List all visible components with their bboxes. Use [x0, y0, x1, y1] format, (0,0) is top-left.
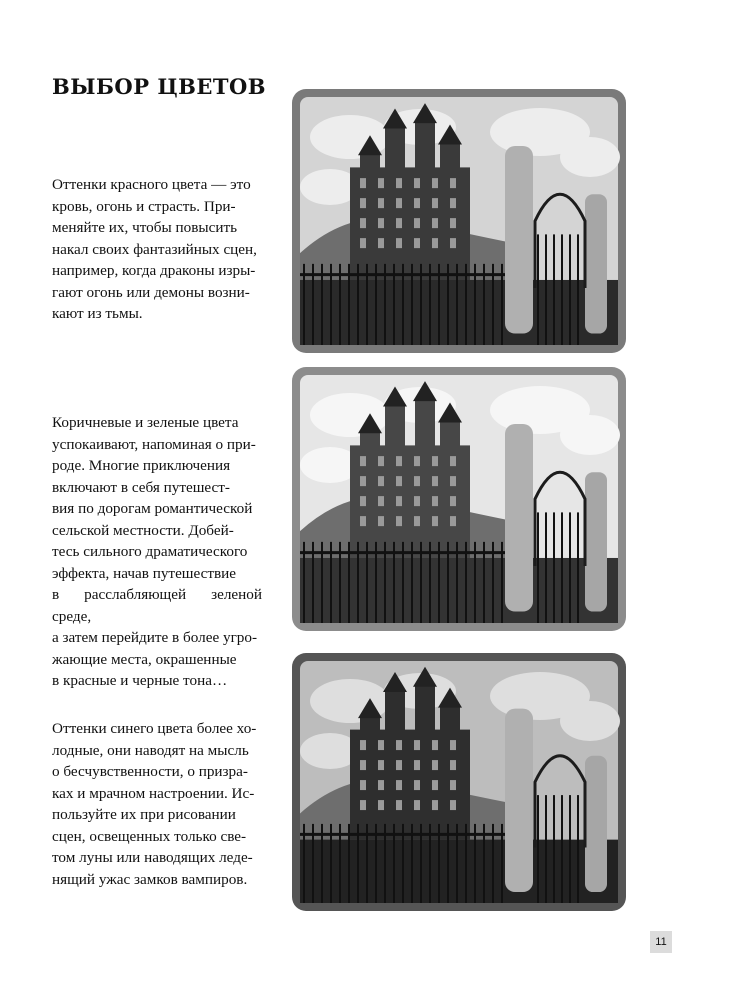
window [432, 178, 438, 188]
gate-pillar [505, 709, 533, 892]
cloud [560, 701, 620, 741]
window [414, 516, 420, 526]
gate-pillar [585, 756, 607, 892]
window [432, 476, 438, 486]
window [360, 238, 366, 248]
window [432, 740, 438, 750]
castle-illustration-1 [290, 87, 628, 355]
window [360, 178, 366, 188]
castle-illustration-2 [290, 365, 628, 633]
tower [415, 121, 435, 185]
window [414, 456, 420, 466]
window [360, 476, 366, 486]
window [360, 800, 366, 810]
window [432, 760, 438, 770]
window [396, 218, 402, 228]
window [414, 218, 420, 228]
window [360, 198, 366, 208]
paragraph-red: Оттенки красного цвета — это кровь, огонь и страсть. При- меняйте их, чтобы повысить накал своих фантазийных сцен, например, когда драконы изры- гают огонь или демоны возни- кают из тьмы. [52, 176, 257, 322]
tower [385, 690, 405, 748]
window [432, 780, 438, 790]
window [360, 780, 366, 790]
window [378, 456, 384, 466]
page-number: 11 [650, 931, 672, 953]
window [432, 516, 438, 526]
window [396, 516, 402, 526]
window [450, 198, 456, 208]
window [450, 496, 456, 506]
paragraph-brown-green: Коричневые и зеленые цвета успокаивают, напоминая о при- роде. Многие приключения включают в себя путешест- вия по дорогам романтической сельской местности. Добей- тесь сильного драматического эффекта, начав путешествие в расслабляющей зеленой среде, а затем перейдите в более угро- жающие места, окрашенные в красные и черные тона… [52, 414, 262, 689]
window [450, 516, 456, 526]
window [396, 496, 402, 506]
window [414, 496, 420, 506]
window [414, 760, 420, 770]
window [378, 218, 384, 228]
gate-pillar [505, 146, 533, 334]
window [432, 218, 438, 228]
gate-pillar [585, 194, 607, 333]
window [396, 198, 402, 208]
gate-pillar [585, 472, 607, 611]
window [414, 476, 420, 486]
window [450, 218, 456, 228]
cloud [560, 415, 620, 455]
tower [415, 685, 435, 748]
window [450, 780, 456, 790]
gate-pillar [505, 424, 533, 612]
window [378, 800, 384, 810]
window [432, 496, 438, 506]
window [432, 800, 438, 810]
window [450, 456, 456, 466]
window [378, 780, 384, 790]
window [414, 178, 420, 188]
window [432, 238, 438, 248]
tower [385, 126, 405, 185]
window [378, 476, 384, 486]
window [450, 238, 456, 248]
window [360, 740, 366, 750]
window [450, 760, 456, 770]
window [360, 760, 366, 770]
cloud [560, 137, 620, 177]
paragraph-blue: Оттенки синего цвета более хо- лодные, они наводят на мысль о бесчувственности, о призра- ках и мрачном настроении. Ис- пользуйте их при рисовании сцен, освещенных только све- том луны или наводящих леде- нящий ужас замков вампиров. [52, 720, 257, 888]
window [432, 456, 438, 466]
window [414, 198, 420, 208]
window [378, 198, 384, 208]
window [360, 496, 366, 506]
window [396, 456, 402, 466]
window [360, 456, 366, 466]
window [450, 476, 456, 486]
window [360, 516, 366, 526]
window [378, 178, 384, 188]
window [378, 496, 384, 506]
window [378, 238, 384, 248]
tower [385, 404, 405, 463]
window [396, 740, 402, 750]
window [396, 476, 402, 486]
window [414, 238, 420, 248]
window [450, 178, 456, 188]
window [414, 780, 420, 790]
window [414, 800, 420, 810]
window [378, 760, 384, 770]
window [360, 218, 366, 228]
window [378, 516, 384, 526]
window [378, 740, 384, 750]
page-title: ВЫБОР ЦВЕТОВ [52, 74, 267, 99]
window [414, 740, 420, 750]
window [450, 800, 456, 810]
window [432, 198, 438, 208]
window [396, 760, 402, 770]
window [396, 178, 402, 188]
window [450, 740, 456, 750]
tower [415, 399, 435, 463]
castle-illustration-3 [290, 651, 628, 913]
window [396, 238, 402, 248]
window [396, 800, 402, 810]
window [396, 780, 402, 790]
